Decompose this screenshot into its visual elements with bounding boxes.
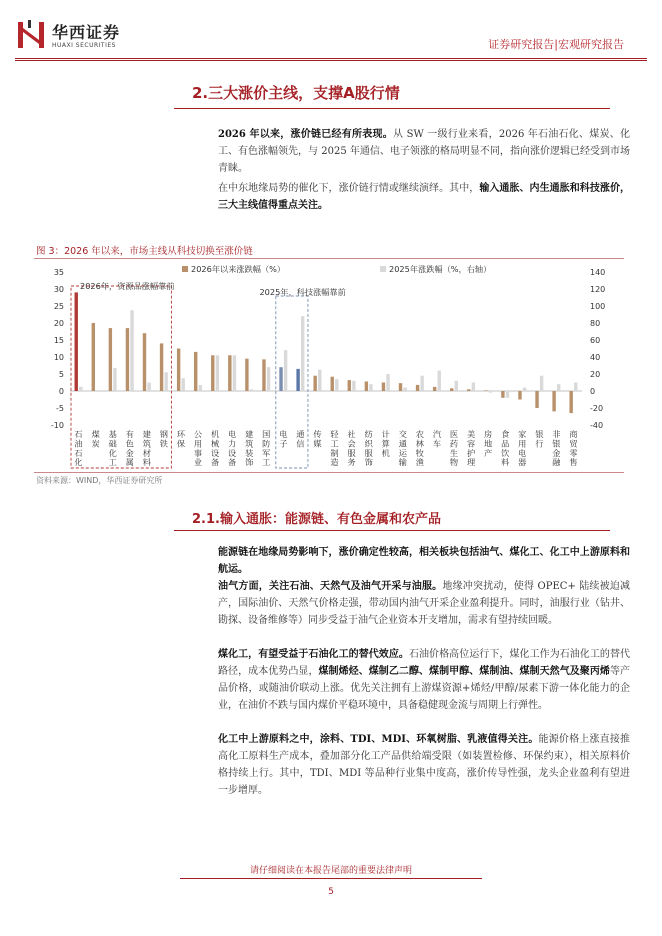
- legend-swatch-2025: [380, 266, 386, 272]
- bar-2026-6: [177, 349, 180, 392]
- category-label-char: 设: [228, 447, 237, 458]
- y-tick-label: 35: [53, 268, 64, 277]
- category-label-char: 环: [176, 429, 186, 439]
- category-label-char: 工: [262, 457, 271, 468]
- category-label-char: 保: [176, 438, 186, 449]
- category-label-char: 纺: [364, 429, 373, 439]
- bar-2025-0: [79, 387, 82, 391]
- category-label-char: 造: [330, 457, 339, 468]
- bar-2026-9: [228, 355, 231, 391]
- paragraph-4: [218, 578, 630, 629]
- category-label-char: 筑: [245, 438, 254, 449]
- bar-2026-5: [160, 343, 163, 391]
- para3-bold: 能源链在地缘局势影响下，涨价确定性较高，相关板块包括油气、煤化工、化工中上游原料和航运。: [218, 547, 630, 575]
- category-label-char: 媒: [313, 438, 322, 449]
- category-label-char: 制: [330, 447, 339, 458]
- para5-bold-2: 煤制烯烃、煤制乙二醇、煤制甲醇、煤制油、煤制天然气及聚丙烯: [318, 666, 610, 677]
- bar-2025-21: [438, 371, 441, 391]
- category-label-char: 物: [449, 457, 459, 468]
- category-label-char: 品: [501, 438, 510, 449]
- y-tick-label: 15: [53, 336, 64, 345]
- bar-2025-3: [130, 310, 133, 391]
- category-label-char: 工: [108, 457, 117, 468]
- bar-2025-2: [113, 368, 116, 391]
- bar-2025-17: [369, 384, 372, 391]
- category-label-char: 基: [108, 429, 117, 439]
- y2-tick-label: 60: [590, 336, 601, 345]
- figure-title: 图 3：2026 年以来，市场主线从科技切换至涨价链: [36, 246, 253, 257]
- bar-2026-7: [194, 352, 197, 391]
- para1-bold: 2026 年以来，涨价链已经有所表现。: [218, 129, 393, 140]
- y2-tick-label: 80: [590, 319, 601, 328]
- category-label-char: 零: [569, 447, 578, 458]
- resource-highlight-box: [71, 286, 171, 468]
- para1-text: 从 SW 一级行业来看，2026 年石油石化、煤炭、化工、有色涨幅领先，与 2025 年通信、电子领涨的格局明显不同，指向涨价逻辑已经受到市场青睐。: [218, 129, 630, 174]
- category-label-char: 工: [330, 438, 339, 449]
- bar-2025-11: [267, 367, 270, 391]
- category-label-char: 牧: [415, 447, 424, 458]
- category-label-char: 美: [466, 429, 476, 439]
- category-label-char: 机: [381, 447, 390, 458]
- bar-2025-26: [523, 388, 526, 391]
- category-label-char: 通: [398, 438, 407, 449]
- bar-2026-17: [365, 381, 368, 391]
- header-divider-secondary: [15, 60, 647, 61]
- chart: [34, 262, 630, 472]
- category-label-char: 器: [518, 457, 527, 468]
- bar-2026-21: [433, 387, 436, 391]
- paragraph-2: [218, 180, 630, 214]
- category-label-char: 械: [210, 438, 220, 449]
- category-label-char: 农: [415, 429, 424, 439]
- para5-text-2: 等产品价格，或随油价联动上涨。优先关注拥有上游煤资源+烯烃/甲醇/尿素下游一体化能力的企业，在油价不跌与国内煤价平稳环境中，具备稳健现金流与周期上行弹性。: [218, 666, 631, 711]
- legend-label-2026: 2026年以来涨跌幅（%）: [191, 264, 286, 274]
- category-label-char: 林: [415, 438, 424, 449]
- category-label-char: 行: [535, 438, 544, 449]
- figure-top-rule: [34, 258, 624, 259]
- category-label-char: 银: [552, 438, 561, 449]
- bar-2026-23: [467, 389, 470, 391]
- category-label-char: 备: [228, 457, 237, 468]
- bar-2026-22: [450, 388, 453, 391]
- bar-2026-24: [484, 390, 487, 391]
- bar-2026-0: [75, 292, 78, 391]
- y-tick-label: -10: [50, 421, 64, 430]
- category-label-char: 产: [484, 447, 493, 458]
- category-label-char: 石: [74, 447, 83, 458]
- bar-2025-8: [216, 355, 219, 391]
- logo-english-name: HUAXI SECURITIES: [52, 42, 116, 49]
- y-tick-label: 20: [53, 319, 64, 328]
- bar-2026-28: [552, 391, 555, 411]
- bar-2026-12: [279, 367, 282, 391]
- bar-2025-23: [472, 383, 475, 392]
- y-tick-label: 10: [53, 353, 64, 362]
- category-label-char: 公: [193, 429, 203, 439]
- bar-2025-16: [352, 381, 355, 391]
- bar-2026-13: [296, 369, 299, 391]
- category-label-char: 金: [552, 447, 561, 458]
- category-label-char: 色: [125, 438, 134, 449]
- y2-tick-label: 40: [590, 353, 601, 362]
- figure-source: 资料来源：WIND，华西证券研究所: [36, 476, 163, 485]
- category-label-char: 织: [364, 438, 373, 449]
- bar-2025-28: [557, 384, 560, 391]
- page-number: 5: [328, 887, 334, 897]
- y2-tick-label: 0: [590, 387, 596, 396]
- category-label-char: 商: [569, 429, 578, 439]
- bar-2025-29: [574, 383, 577, 392]
- bar-2026-27: [535, 391, 538, 408]
- category-label-char: 渔: [415, 457, 424, 468]
- category-label-char: 务: [347, 457, 356, 468]
- bar-2026-16: [348, 380, 351, 391]
- annotation-resource: 2026年，资源品涨幅靠前: [80, 281, 175, 291]
- category-label-char: 融: [552, 457, 561, 468]
- category-label-char: 化: [108, 447, 117, 458]
- bar-2025-25: [506, 391, 509, 398]
- bar-2026-19: [399, 383, 402, 391]
- category-label-char: 电: [518, 447, 527, 458]
- category-label-char: 容: [466, 438, 476, 449]
- category-label-char: 输: [398, 457, 407, 468]
- bar-2026-26: [518, 391, 521, 400]
- category-label-char: 材: [142, 447, 151, 458]
- category-label-char: 机: [210, 429, 220, 439]
- y2-tick-label: 120: [590, 285, 606, 294]
- category-label-char: 料: [142, 457, 151, 468]
- para6-text: 能源价格上涨直接推高化工原料生产成本，叠加部分化工产品供给端受限（如装置检修、环保约束），相关原料价格持续上行。其中，TDI、MDI 等品种行业集中度高，涨价传导性强，龙头企业盈利有望进一步增厚。: [218, 734, 630, 796]
- category-label-char: 饰: [364, 457, 373, 468]
- category-label-char: 服: [347, 447, 356, 458]
- category-label-char: 防: [262, 438, 271, 449]
- category-label-char: 设: [210, 447, 220, 458]
- category-label-char: 电: [279, 429, 288, 439]
- category-label-char: 筑: [142, 438, 151, 449]
- bar-2025-10: [250, 389, 253, 391]
- header-divider: [15, 58, 647, 59]
- category-label-char: 子: [279, 438, 288, 449]
- category-label-char: 运: [398, 447, 407, 458]
- paragraph-5: [218, 646, 630, 714]
- legend-label-2025: 2025年涨跌幅（%，右轴）: [389, 264, 492, 274]
- section-title-rule: [174, 108, 610, 109]
- section-title: 2.三大涨价主线，支撑A股行情: [192, 84, 400, 102]
- annotation-tech: 2025年，科技涨幅靠前: [259, 287, 346, 297]
- category-label-char: 饰: [245, 457, 254, 468]
- bar-2026-15: [331, 377, 334, 391]
- y-tick-label: 5: [58, 370, 64, 379]
- category-label-char: 信: [296, 438, 305, 449]
- subsection-title: 2.1.输入通胀：能源链、有色金属和农产品: [192, 512, 441, 527]
- y2-tick-label: 140: [590, 268, 606, 277]
- subsection-title-rule: [174, 530, 610, 531]
- para4-bold: 油气方面，关注石油、天然气及油气开采与油服。: [218, 581, 443, 592]
- bar-2025-27: [540, 376, 543, 391]
- category-label-char: 事: [193, 447, 203, 458]
- bar-2026-25: [501, 391, 504, 398]
- category-label-char: 算: [381, 438, 390, 449]
- paragraph-6: [218, 731, 630, 799]
- para6-bold: 化工中上游原料之中，涂料、TDI、MDI、环氧树脂、乳液值得关注。: [218, 734, 539, 745]
- category-label-char: 会: [347, 438, 356, 449]
- bar-2025-12: [284, 350, 287, 391]
- y2-tick-label: -20: [590, 404, 604, 413]
- bar-2026-4: [143, 333, 146, 391]
- footer-rule: [180, 878, 482, 879]
- bar-2025-22: [455, 381, 458, 391]
- category-label-char: 地: [484, 438, 493, 449]
- category-label-char: 属: [125, 457, 134, 468]
- category-label-char: 车: [432, 438, 442, 449]
- bar-2026-20: [416, 385, 419, 391]
- bar-2025-13: [301, 316, 304, 391]
- y-tick-label: -5: [56, 404, 64, 413]
- category-label-char: 国: [262, 429, 271, 439]
- huaxi-logo-icon: [16, 18, 46, 52]
- category-label-char: 交: [398, 429, 407, 439]
- category-label-char: 传: [313, 429, 322, 439]
- category-label-char: 社: [347, 429, 356, 439]
- bar-2025-18: [386, 374, 389, 391]
- category-label-char: 建: [245, 429, 254, 439]
- category-label-char: 料: [501, 457, 510, 468]
- category-label-char: 计: [381, 429, 390, 439]
- bar-2025-7: [199, 385, 202, 391]
- para2-text: 在中东地缘局势的催化下，涨价链行情或继续演绎。其中，: [218, 183, 480, 194]
- report-type-label: 证券研究报告|宏观研究报告: [488, 38, 624, 51]
- category-label-char: 生: [449, 447, 459, 458]
- para2-bold: 输入通胀、内生通胀和科技涨价，三大主线值得重点关注。: [218, 183, 631, 211]
- bar-2026-1: [92, 323, 95, 391]
- bar-2026-2: [109, 328, 112, 391]
- y-tick-label: 25: [53, 302, 64, 311]
- bar-2025-6: [182, 378, 185, 391]
- legend-swatch-2026: [182, 266, 188, 272]
- y2-tick-label: -40: [590, 421, 604, 430]
- bar-2026-3: [126, 328, 129, 391]
- category-label-char: 煤: [91, 429, 100, 439]
- category-label-char: 军: [262, 447, 271, 458]
- bar-2025-5: [164, 372, 167, 391]
- category-label-char: 炭: [91, 438, 100, 449]
- category-label-char: 业: [193, 457, 203, 468]
- category-label-char: 用: [193, 438, 203, 449]
- category-label-char: 油: [74, 438, 83, 449]
- bar-2026-10: [245, 359, 248, 391]
- category-label-char: 房: [484, 429, 493, 439]
- bar-2026-8: [211, 355, 214, 391]
- para5-text-1: 石油价格高位运行下，煤化工作为石油化工的替代路径，成本优势凸显，: [218, 649, 631, 677]
- category-label-char: 通: [296, 429, 305, 439]
- bar-2025-9: [233, 355, 236, 391]
- category-label-char: 有: [125, 429, 134, 439]
- bar-2026-29: [569, 391, 572, 413]
- bar-2025-19: [403, 388, 406, 391]
- category-label-char: 铁: [159, 438, 168, 449]
- bar-2025-4: [147, 383, 150, 392]
- category-label-char: 化: [74, 457, 83, 468]
- category-label-char: 理: [466, 457, 476, 468]
- category-label-char: 药: [449, 438, 459, 449]
- figure-bottom-rule: [34, 472, 624, 473]
- bar-2025-14: [318, 370, 321, 391]
- category-label-char: 银: [535, 429, 544, 439]
- bar-2026-11: [262, 359, 265, 391]
- footer-disclaimer: 请仔细阅读在本报告尾部的重要法律声明: [249, 866, 412, 876]
- y2-tick-label: 100: [590, 302, 606, 311]
- bar-2025-24: [489, 391, 492, 393]
- category-label-char: 力: [228, 438, 237, 449]
- category-label-char: 护: [466, 447, 476, 458]
- para4-text: 地缘冲突扰动，使得 OPEC+ 陆续被迫减产，国际油价、天然气价格走强，带动国内油气开采企业盈利提升。同时，油服行业（钻井、勘探、设备维修等）同步受益于油气企业资本开支增加，需求有望持续回暖。: [218, 581, 630, 626]
- para5-bold-1: 煤化工，有望受益于石油化工的替代效应。: [218, 649, 409, 660]
- category-label-char: 备: [210, 457, 220, 468]
- y2-tick-label: 20: [590, 370, 601, 379]
- category-label-char: 服: [364, 447, 373, 458]
- category-label-char: 建: [142, 429, 151, 439]
- category-label-char: 汽: [432, 429, 442, 439]
- y-tick-label: 30: [53, 285, 64, 294]
- category-label-char: 装: [245, 447, 254, 458]
- bar-2025-20: [420, 376, 423, 391]
- category-label-char: 石: [74, 429, 83, 439]
- category-label-char: 售: [569, 457, 578, 468]
- y-tick-label: 0: [58, 387, 64, 396]
- category-label-char: 食: [501, 429, 510, 439]
- paragraph-3: [218, 544, 630, 578]
- bar-2025-1: [96, 391, 99, 392]
- paragraph-1: [218, 126, 630, 177]
- category-label-char: 家: [518, 429, 527, 439]
- category-label-char: 饮: [501, 447, 510, 458]
- category-label-char: 金: [125, 447, 134, 458]
- category-label-char: 用: [518, 438, 527, 449]
- category-label-char: 非: [552, 429, 561, 439]
- category-label-char: 础: [108, 438, 117, 449]
- bar-2025-15: [335, 379, 338, 391]
- bar-2026-18: [382, 383, 385, 392]
- category-label-char: 医: [449, 429, 459, 439]
- bar-2026-14: [313, 376, 316, 391]
- category-label-char: 钢: [159, 429, 168, 439]
- category-label-char: 贸: [569, 438, 578, 449]
- category-label-char: 轻: [330, 429, 339, 439]
- category-label-char: 电: [228, 429, 237, 439]
- logo-chinese-name: 华西证券: [52, 23, 121, 42]
